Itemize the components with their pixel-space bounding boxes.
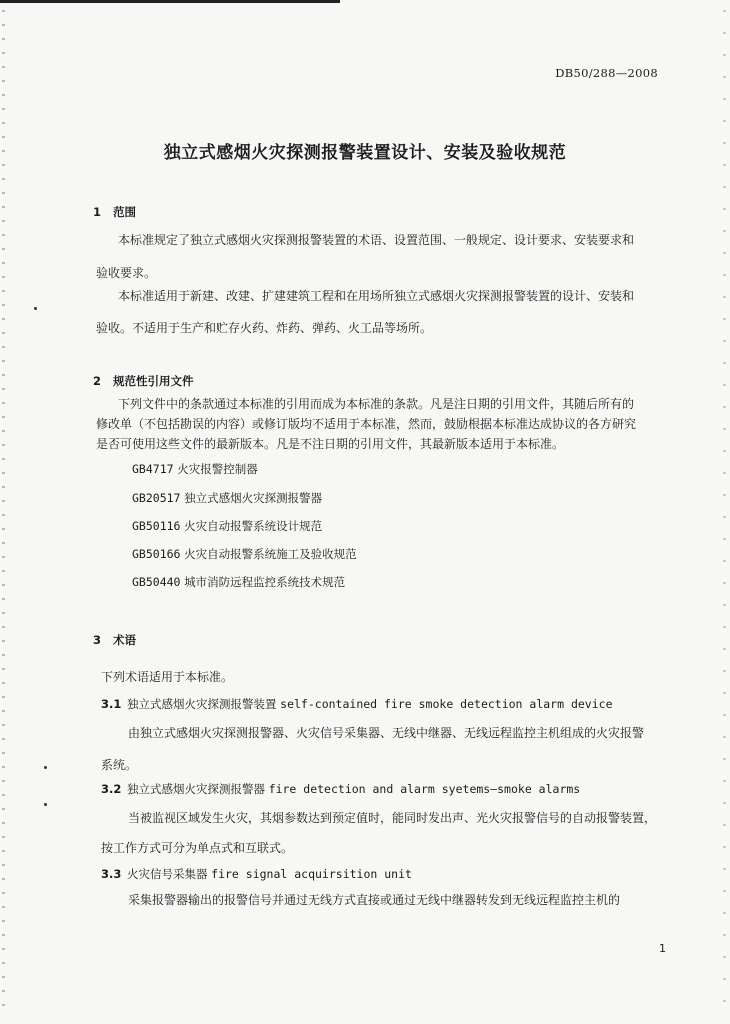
scan-speck <box>34 307 37 310</box>
reference-code: GB50116 <box>132 519 181 533</box>
reference-name: 独立式感烟火灾探测报警器 <box>184 491 323 505</box>
section-title: 术语 <box>113 633 136 647</box>
reference-name: 火灾报警控制器 <box>177 462 258 476</box>
reference-code: GB50166 <box>132 547 181 561</box>
section-2-heading <box>93 373 194 389</box>
reference-item <box>132 461 258 477</box>
section-1-heading <box>93 204 136 220</box>
section-intro: 下列术语适用于本标准。 <box>101 670 234 684</box>
reference-name: 城市消防远程监控系统技术规范 <box>184 575 346 589</box>
term-entry <box>101 781 580 797</box>
reference-item <box>132 518 322 534</box>
reference-code: GB20517 <box>132 491 181 505</box>
section-number: 3 <box>93 633 102 647</box>
term-definition: 采集报警器输出的报警信号并通过无线方式直接或通过无线中继器转发到无线远程监控主机的 <box>128 893 621 907</box>
term-definition: 系统。 <box>101 758 138 772</box>
term-chinese: 独立式感烟火灾探测报警装置 <box>127 697 277 711</box>
reference-item <box>132 574 345 590</box>
paragraph-line: 修改单（不包括勘误的内容）或修订版均不适用于本标准，然而，鼓励根据本标准达成协议的各方研究 <box>96 417 637 431</box>
paragraph-line: 本标准适用于新建、改建、扩建建筑工程和在用场所独立式感烟火灾探测报警装置的设计、安装和 <box>118 289 635 303</box>
scan-speck <box>44 766 47 769</box>
term-definition: 按工作方式可分为单点式和互联式。 <box>101 841 294 855</box>
section-number: 2 <box>93 374 102 388</box>
term-chinese: 独立式感烟火灾探测报警器 <box>127 782 265 796</box>
section-number: 1 <box>93 205 102 219</box>
reference-code: GB4717 <box>132 462 174 476</box>
document-title: 独立式感烟火灾探测报警装置设计、安装及验收规范 <box>163 143 567 163</box>
term-number: 3.3 <box>101 867 122 881</box>
reference-code: GB50440 <box>132 575 181 589</box>
term-entry <box>101 866 412 882</box>
term-english: self-contained fire smoke detection alarm device <box>280 697 613 711</box>
reference-item <box>132 490 322 506</box>
term-definition: 由独立式感烟火灾探测报警器、火灾信号采集器、无线中继器、无线远程监控主机组成的火灾报警 <box>128 726 645 740</box>
section-title: 范围 <box>113 205 136 219</box>
term-number: 3.1 <box>101 697 122 711</box>
reference-name: 火灾自动报警系统设计规范 <box>184 519 323 533</box>
term-entry <box>101 696 613 712</box>
term-english: fire detection and alarm syetems—smoke alarms <box>268 782 581 796</box>
paragraph-line: 是否可使用这些文件的最新版本。凡是不注日期的引用文件，其最新版本适用于本标准。 <box>96 437 565 451</box>
reference-item <box>132 546 357 562</box>
section-title: 规范性引用文件 <box>113 374 194 388</box>
term-english: fire signal acquirsition unit <box>211 867 412 881</box>
paragraph-line: 下列文件中的条款通过本标准的引用而成为本标准的条款。凡是注日期的引用文件，其随后所有的 <box>118 397 635 411</box>
reference-name: 火灾自动报警系统施工及验收规范 <box>184 547 357 561</box>
term-number: 3.2 <box>101 782 122 796</box>
section-3-heading <box>93 632 136 648</box>
document-number: DB50/288—2008 <box>555 66 658 80</box>
paragraph-line: 验收。不适用于生产和贮存火药、炸药、弹药、火工品等场所。 <box>96 321 433 335</box>
scan-speck <box>44 803 47 806</box>
term-definition: 当被监视区域发生火灾，其烟参数达到预定值时，能同时发出声、光火灾报警信号的自动报警装置， <box>128 811 657 825</box>
term-chinese: 火灾信号采集器 <box>127 867 208 881</box>
page-number: 1 <box>659 942 666 955</box>
scan-top-edge <box>0 0 340 3</box>
paragraph-line: 本标准规定了独立式感烟火灾探测报警装置的术语、设置范围、一般规定、设计要求、安装要求和 <box>118 233 635 247</box>
paragraph-line: 验收要求。 <box>96 266 157 280</box>
